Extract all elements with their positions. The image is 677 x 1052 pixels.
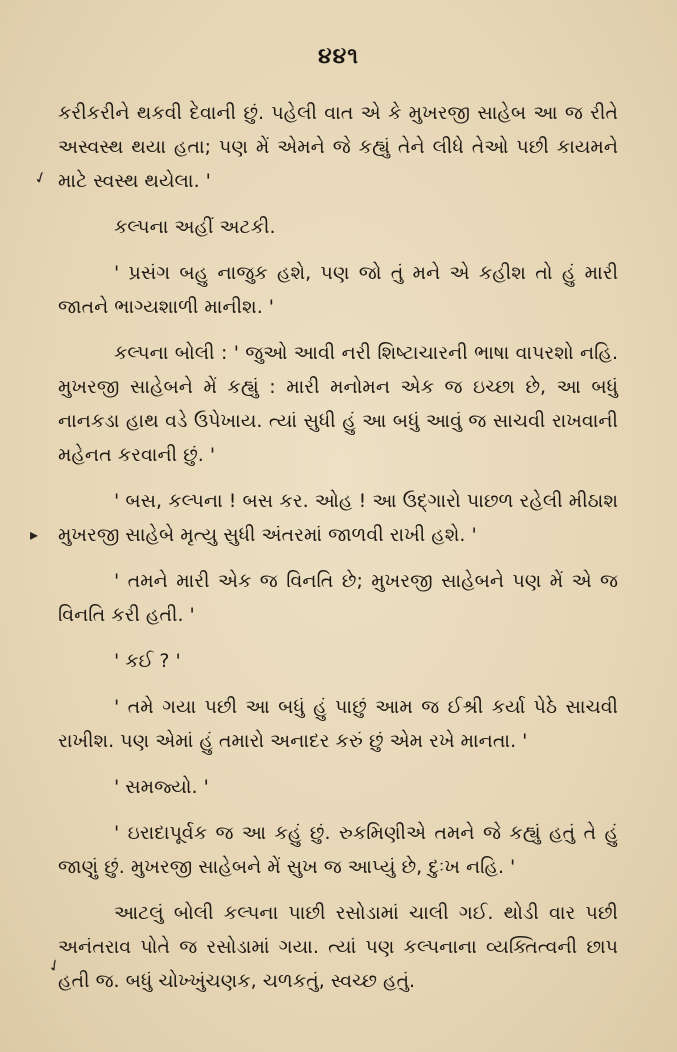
paragraph: ' ઇરાદાપૂર્વક જ આ કહું છું. રુકમિણીએ તમને જે કહ્યું હતું તે હું જાણું છું. મુખરજી સાહેબને મેં સુખ જ આપ્યું છે, દુઃખ નહિ. '	[58, 822, 618, 878]
paragraph: ' પ્રસંગ બહુ નાજુક હશે, પણ જો તું મને એ કહીશ તો હું મારી જાતને ભાગ્યશાળી માનીશ. '	[58, 262, 618, 318]
margin-mark: ✓	[30, 166, 51, 189]
paragraph: કલ્પના અહીં અટકી.	[114, 216, 276, 238]
paragraph: ' સમજ્યો. '	[114, 776, 209, 798]
paragraph: કલ્પના બોલી : ' જુઓ આવી નરી શિષ્ટાચારની ભાષા વાપરશો નહિ. મુખરજી સાહેબને મેં કહ્યું : મારી મનોમન એક જ ઇચ્છા છે, આ બધું નાનકડા હાથ વડે ઉપેખાય. ત્યાં સુધી હું આ બધું આવું જ સાચવી રાખવાની મહેનત કરવાની છું. '	[58, 342, 618, 466]
margin-mark: ▸	[30, 525, 39, 544]
margin-mark: ✓	[43, 953, 66, 978]
page-number: ૪૪૧	[317, 44, 360, 69]
paragraph: આટલું બોલી કલ્પના પાછી રસોડામાં ચાલી ગઈ. થોડી વાર પછી અનંતરાવ પોતે જ રસોડામાં ગયા. ત્યાં પણ કલ્પનાના વ્યક્તિત્વની છાપ હતી જ. બધું ચોખ્ખુંચણક, ચળકતું, સ્વચ્છ હતું.	[58, 902, 618, 992]
paragraph: ' તમે ગયા પછી આ બધું હું પાછું આમ જ ઈશ્રી કર્યા પેઠે સાચવી રાખીશ. પણ એમાં હું તમારો અનાદર કરું છું એમ રખે માનતા. '	[58, 696, 618, 752]
paragraph: કરીકરીને થકવી દેવાની છું. પહેલી વાત એ કે મુખરજી સાહેબ આ જ રીતે અસ્વસ્થ થયા હતા; પણ મેં એમને જે કહ્યું તેને લીધે તેઓ પછી કાયમને માટે સ્વસ્થ થયેલા. '	[58, 102, 618, 192]
paragraph: ' તમને મારી એક જ વિનતિ છે; મુખરજી સાહેબને પણ મેં એ જ વિનતિ કરી હતી. '	[58, 570, 618, 626]
text-body	[58, 96, 618, 998]
paragraph: ' બસ, કલ્પના ! બસ કર. ઓહ ! આ ઉદ્ગારો પાછળ રહેલી મીઠાશ મુખરજી સાહેબે મૃત્યુ સુધી અંતરમાં જાળવી રાખી હશે. '	[58, 490, 618, 546]
paragraph: ' કઈ ? '	[114, 650, 181, 672]
